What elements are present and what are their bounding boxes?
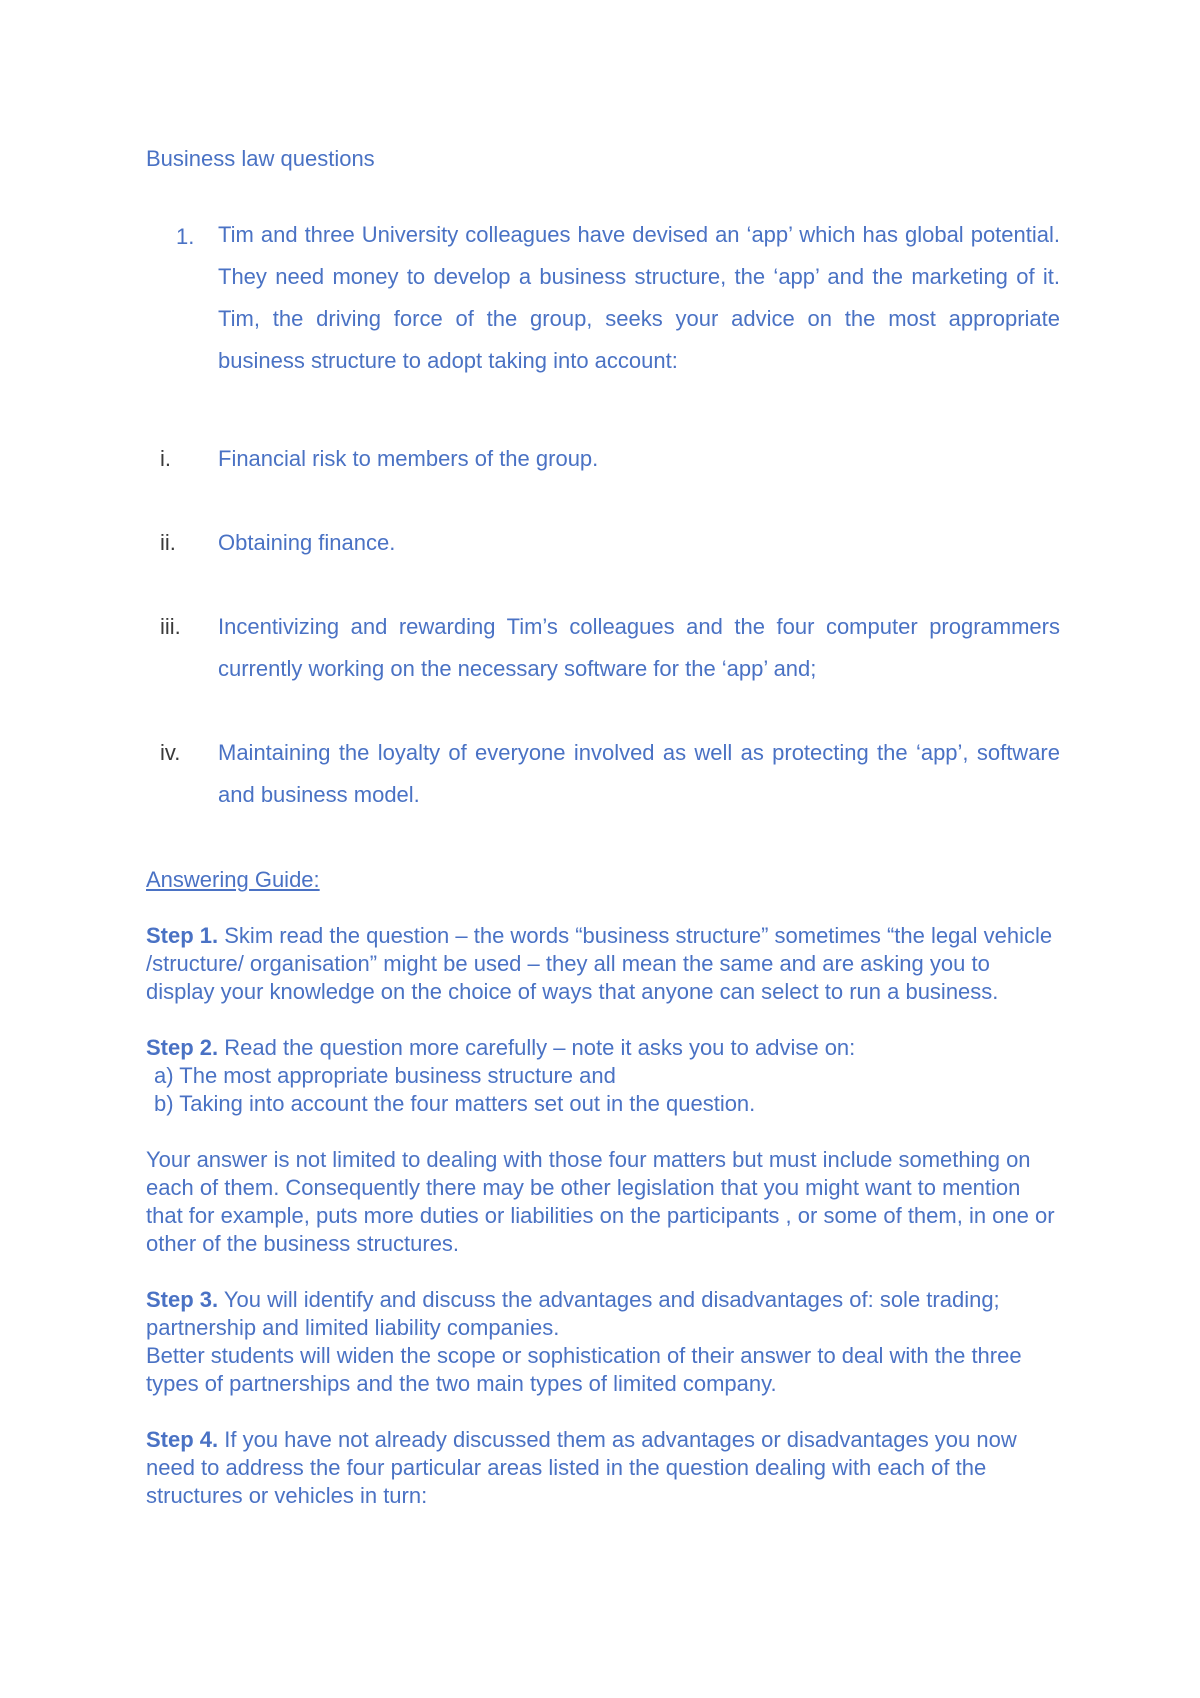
- guide-paragraph: Your answer is not limited to dealing with those four matters but must include something on each of them. Consequently there may be other legislation that you might want to mention that for example, puts more duties or liabilities on the participants , or some of them, in one or other of the business structures.: [146, 1147, 1055, 1256]
- step-label: Step 2.: [146, 1035, 219, 1060]
- step-text: Read the question more carefully – note it asks you to advise on:: [218, 1035, 856, 1060]
- step-2-option-a: a) The most appropriate business structure and: [154, 1063, 616, 1088]
- guide-step-4: [146, 1426, 1060, 1510]
- list-item-label: i.: [160, 446, 171, 471]
- list-item-text: Incentivizing and rewarding Tim’s colleagues and the four computer programmers currently working on the necessary software for the ‘app’ and;: [218, 614, 1060, 681]
- list-item: [146, 438, 1060, 480]
- list-item-label: iii.: [160, 614, 181, 639]
- step-text: You will identify and discuss the advantages and disadvantages of: sole trading; partnership and limited liability companies.: [146, 1287, 1000, 1340]
- step-text: If you have not already discussed them as advantages or disadvantages you now need to address the four particular areas listed in the question dealing with each of the structures or vehicles in turn:: [146, 1427, 1017, 1508]
- step-3-extra: Better students will widen the scope or sophistication of their answer to deal with the three types of partnerships and the two main types of limited company.: [146, 1343, 1022, 1396]
- list-item: [146, 732, 1060, 816]
- question-text: Tim and three University colleagues have devised an ‘app’ which has global potential. They need money to develop a business structure, the ‘app’ and the marketing of it. Tim, the driving force of the group, seeks your advice on the most appropriate business structure to adopt taking into account:: [218, 222, 1060, 373]
- list-item-text: Maintaining the loyalty of everyone involved as well as protecting the ‘app’, software and business model.: [218, 740, 1060, 807]
- list-item: [146, 522, 1060, 564]
- question-1: [146, 224, 1060, 382]
- guide-heading: Answering Guide:: [146, 867, 320, 892]
- answering-guide: [146, 866, 1060, 1538]
- step-text: Skim read the question – the words “business structure” sometimes “the legal vehicle /structure/ organisation” might be used – they all mean the same and are asking you to display your knowledge on the choice of ways that anyone can select to run a business.: [146, 923, 1053, 1004]
- guide-step-2: [146, 1034, 1060, 1118]
- list-item-text: Financial risk to members of the group.: [218, 446, 599, 471]
- list-item-text: Obtaining finance.: [218, 530, 396, 555]
- list-item-label: ii.: [160, 530, 176, 555]
- guide-step-1: [146, 922, 1060, 1006]
- step-label: Step 4.: [146, 1427, 219, 1452]
- list-item: [146, 606, 1060, 690]
- step-2-option-b: b) Taking into account the four matters set out in the question.: [154, 1091, 756, 1116]
- list-item-label: iv.: [160, 740, 181, 765]
- step-label: Step 3.: [146, 1287, 219, 1312]
- document-title: Business law questions: [146, 146, 375, 171]
- guide-step-3: [146, 1286, 1060, 1398]
- step-label: Step 1.: [146, 923, 219, 948]
- question-number: 1.: [176, 224, 195, 249]
